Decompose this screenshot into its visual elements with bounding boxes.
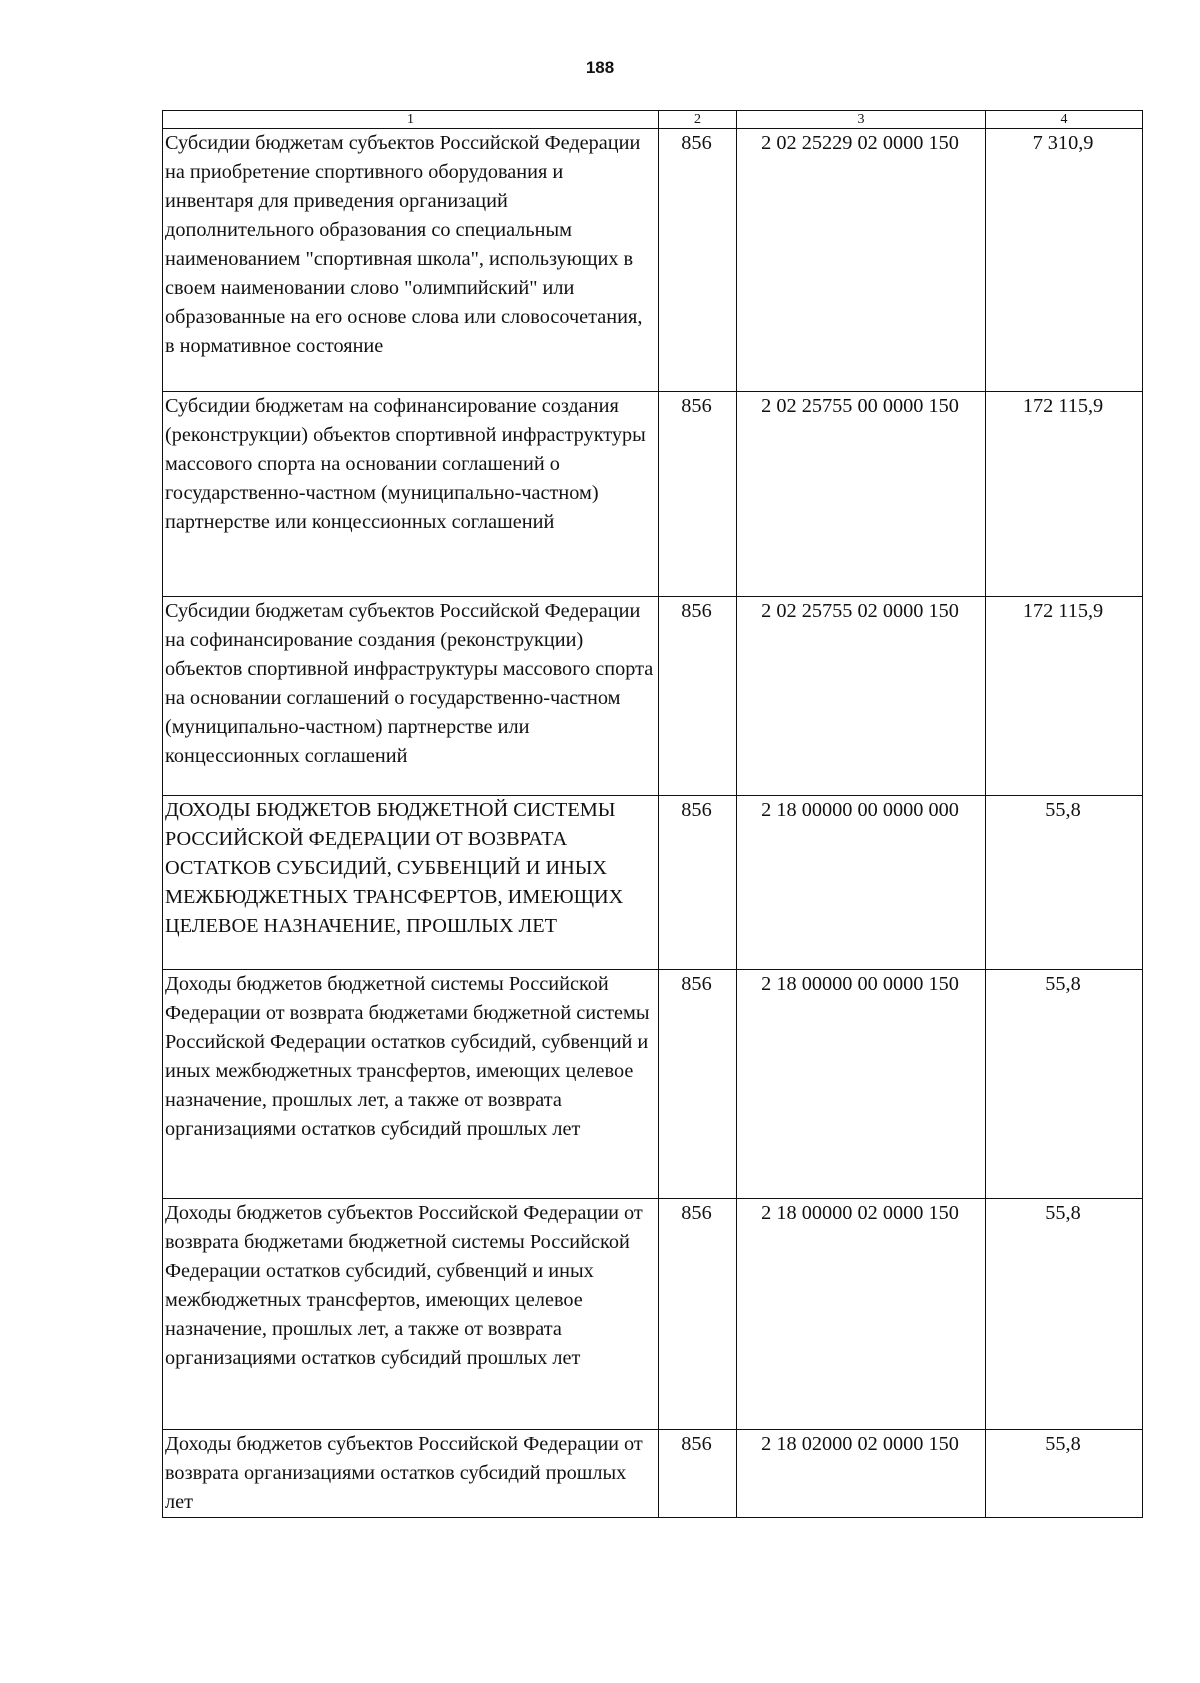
table-row [163,1430,1143,1518]
row-amount: 55,8 [986,1430,1143,1518]
column-header-2: 2 [659,111,737,129]
row-description: Доходы бюджетов субъектов Российской Федерации от возврата бюджетами бюджетной системы Российской Федерации остатков субсидий, субвенций и иных межбюджетных трансфертов, имеющих целевое назначение, прошлых лет, а также от возврата организациями остатков субсидий прошлых лет [163,1199,659,1430]
row-admin-code: 856 [659,796,737,970]
row-amount: 55,8 [986,1199,1143,1430]
row-admin-code: 856 [659,597,737,796]
row-budget-code: 2 18 00000 00 0000 150 [737,970,986,1199]
table-row [163,392,1143,597]
table-row [163,129,1143,392]
row-budget-code: 2 18 00000 00 0000 000 [737,796,986,970]
row-admin-code: 856 [659,129,737,392]
row-amount: 7 310,9 [986,129,1143,392]
column-header-3: 3 [737,111,986,129]
row-budget-code: 2 02 25229 02 0000 150 [737,129,986,392]
row-description: Доходы бюджетов субъектов Российской Федерации от возврата организациями остатков субсидий прошлых лет [163,1430,659,1518]
page-number: 188 [585,58,615,77]
row-description: Доходы бюджетов бюджетной системы Российской Федерации от возврата бюджетами бюджетной системы Российской Федерации остатков субсидий, субвенций и иных межбюджетных трансфертов, имеющих целевое назначение, прошлых лет, а также от возврата организациями остатков субсидий прошлых лет [163,970,659,1199]
row-description: Субсидии бюджетам на софинансирование создания (реконструкции) объектов спортивной инфраструктуры массового спорта на основании соглашений о государственно-частном (муниципально-частном) партнерстве или концессионных соглашений [163,392,659,597]
row-budget-code: 2 02 25755 00 0000 150 [737,392,986,597]
row-admin-code: 856 [659,1430,737,1518]
row-budget-code: 2 18 02000 02 0000 150 [737,1430,986,1518]
row-amount: 172 115,9 [986,597,1143,796]
column-header-4: 4 [986,111,1143,129]
budget-income-table [162,110,1143,1518]
row-amount: 55,8 [986,970,1143,1199]
row-amount: 55,8 [986,796,1143,970]
table-row [163,796,1143,970]
table-header-row [163,111,1143,129]
row-budget-code: 2 02 25755 02 0000 150 [737,597,986,796]
row-admin-code: 856 [659,392,737,597]
row-description: Субсидии бюджетам субъектов Российской Федерации на приобретение спортивного оборудования и инвентаря для приведения организаций дополнительного образования со специальным наименованием "спортивная школа", использующих в своем наименовании слово "олимпийский" или образованные на его основе слова или словосочетания, в нормативное состояние [163,129,659,392]
row-budget-code: 2 18 00000 02 0000 150 [737,1199,986,1430]
row-amount: 172 115,9 [986,392,1143,597]
row-admin-code: 856 [659,970,737,1199]
row-description: Субсидии бюджетам субъектов Российской Федерации на софинансирование создания (реконструкции) объектов спортивной инфраструктуры массового спорта на основании соглашений о государственно-частном (муниципально-частном) партнерстве или концессионных соглашений [163,597,659,796]
table-row [163,970,1143,1199]
row-admin-code: 856 [659,1199,737,1430]
row-description: ДОХОДЫ БЮДЖЕТОВ БЮДЖЕТНОЙ СИСТЕМЫ РОССИЙСКОЙ ФЕДЕРАЦИИ ОТ ВОЗВРАТА ОСТАТКОВ СУБСИДИЙ, СУБВЕНЦИЙ И ИНЫХ МЕЖБЮДЖЕТНЫХ ТРАНСФЕРТОВ, ИМЕЮЩИХ ЦЕЛЕВОЕ НАЗНАЧЕНИЕ, ПРОШЛЫХ ЛЕТ [163,796,659,970]
column-header-1: 1 [163,111,659,129]
table-row [163,1199,1143,1430]
table-row [163,597,1143,796]
